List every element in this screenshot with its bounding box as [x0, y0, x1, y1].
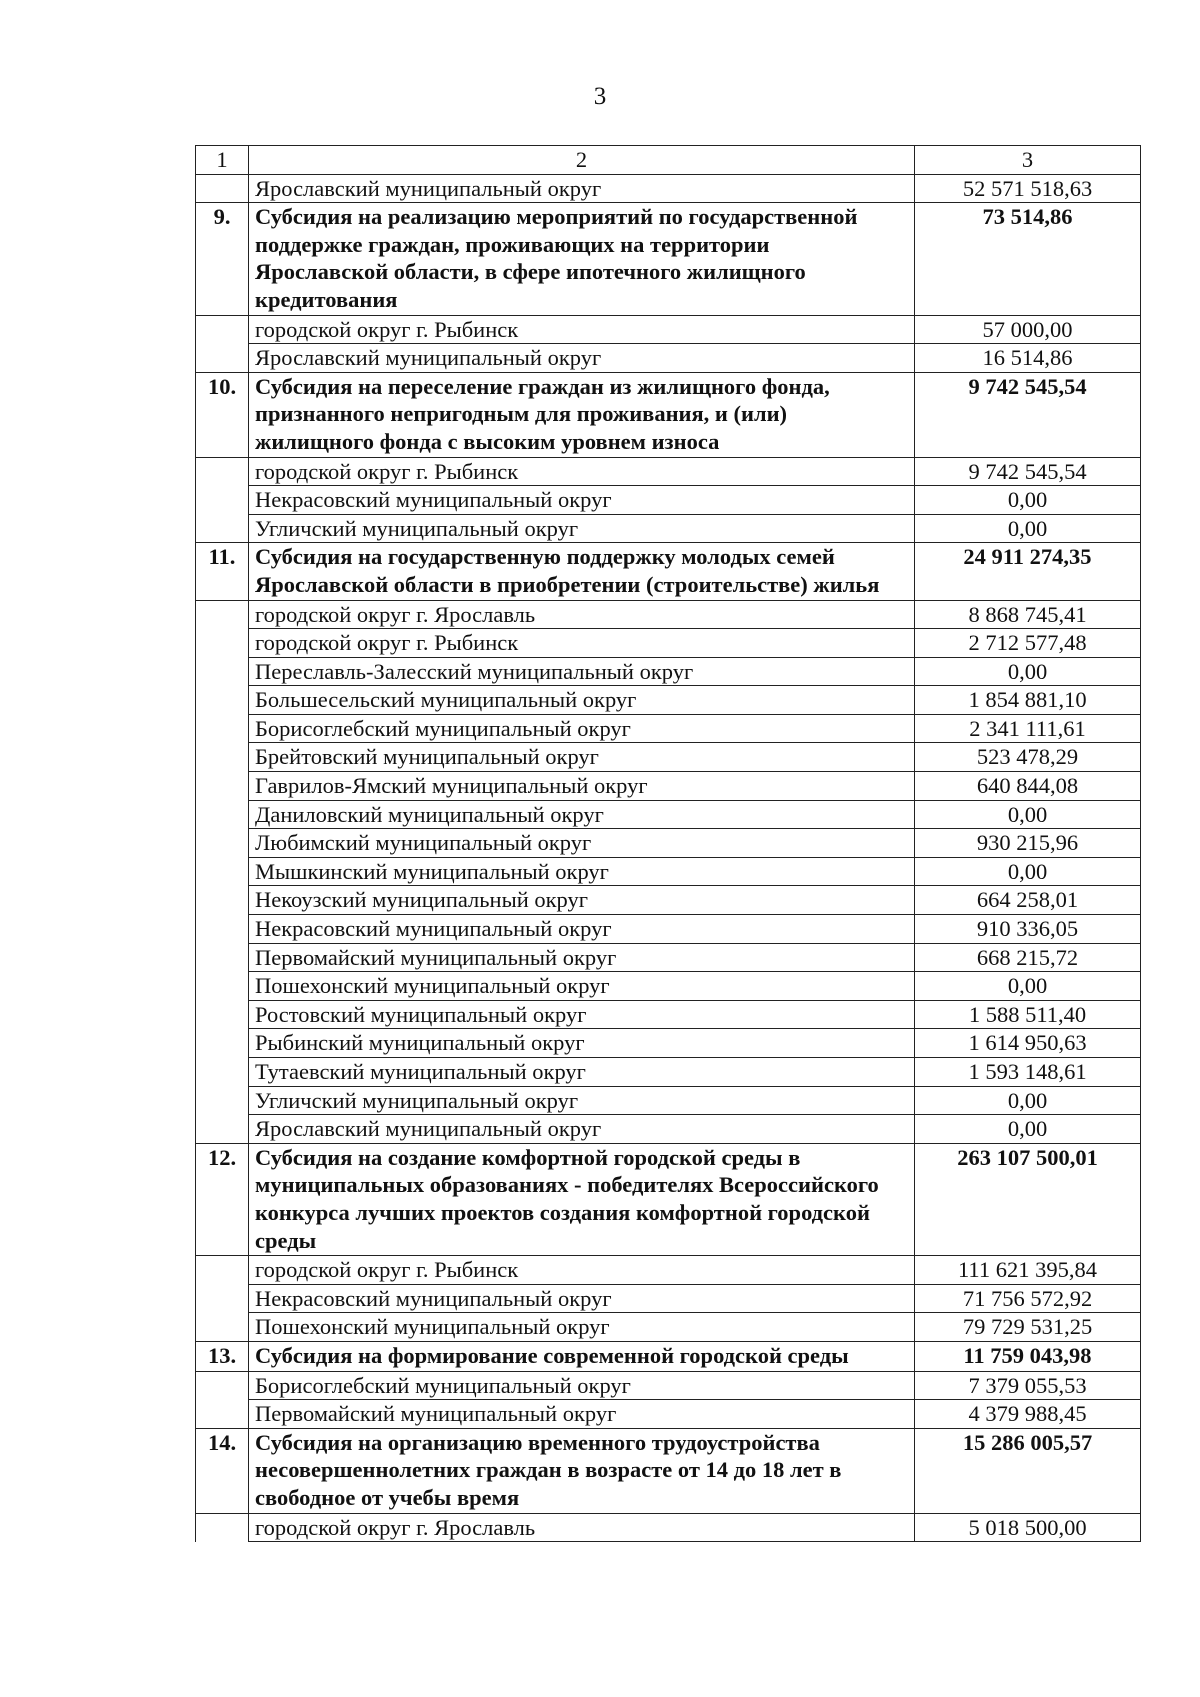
amount-value: 7 379 055,53: [915, 1371, 1141, 1400]
row-number-cell: [196, 1058, 249, 1087]
table-row: [196, 829, 1141, 858]
municipality-name: Рыбинский муниципальный округ: [249, 1029, 915, 1058]
section-row: [196, 372, 1141, 457]
section-total: 15 286 005,57: [915, 1428, 1141, 1513]
table-row: [196, 686, 1141, 715]
section-number: 11.: [196, 543, 249, 600]
section-total: 73 514,86: [915, 203, 1141, 315]
municipality-name: городской округ г. Рыбинск: [249, 1256, 915, 1285]
table-row: [196, 714, 1141, 743]
section-row: [196, 543, 1141, 600]
section-title: Субсидия на реализацию мероприятий по государственной поддержке граждан, проживающих на территории Ярославской области, в сфере ипотечного жилищного кредитования: [249, 203, 915, 315]
row-number-cell: [196, 1284, 249, 1313]
section-row: [196, 1428, 1141, 1513]
table-row: [196, 1058, 1141, 1087]
table-row: [196, 1313, 1141, 1342]
row-number-cell: [196, 629, 249, 658]
row-number-cell: [196, 657, 249, 686]
section-title: Субсидия на организацию временного трудоустройства несовершеннолетних граждан в возрасте от 14 до 18 лет в свободное от учебы время: [249, 1428, 915, 1513]
amount-value: 9 742 545,54: [915, 457, 1141, 486]
municipality-name: Ярославский муниципальный округ: [249, 174, 915, 203]
municipality-name: Ростовский муниципальный округ: [249, 1000, 915, 1029]
section-row: [196, 1143, 1141, 1255]
row-number-cell: [196, 915, 249, 944]
table-row: [196, 1115, 1141, 1144]
municipality-name: городской округ г. Ярославль: [249, 600, 915, 629]
row-number-cell: [196, 714, 249, 743]
municipality-name: Некрасовский муниципальный округ: [249, 915, 915, 944]
table-row: [196, 915, 1141, 944]
table-row: [196, 1256, 1141, 1285]
header-col-1: 1: [196, 146, 249, 175]
row-number-cell: [196, 743, 249, 772]
municipality-name: Большесельский муниципальный округ: [249, 686, 915, 715]
table-row: [196, 886, 1141, 915]
amount-value: 0,00: [915, 800, 1141, 829]
municipality-name: Некоузский муниципальный округ: [249, 886, 915, 915]
table-row: [196, 972, 1141, 1001]
municipality-name: городской округ г. Ярославль: [249, 1513, 915, 1542]
row-number-cell: [196, 514, 249, 543]
amount-value: 1 854 881,10: [915, 686, 1141, 715]
municipality-name: Тутаевский муниципальный округ: [249, 1058, 915, 1087]
table-row: [196, 800, 1141, 829]
table-row: [196, 1371, 1141, 1400]
row-number-cell: [196, 972, 249, 1001]
municipality-name: городской округ г. Рыбинск: [249, 315, 915, 344]
amount-value: 79 729 531,25: [915, 1313, 1141, 1342]
amount-value: 57 000,00: [915, 315, 1141, 344]
table-row: [196, 1086, 1141, 1115]
section-title: Субсидия на формирование современной городской среды: [249, 1341, 915, 1371]
section-number: 14.: [196, 1428, 249, 1513]
row-number-cell: [196, 1000, 249, 1029]
row-number-cell: [196, 686, 249, 715]
row-number-cell: [196, 772, 249, 801]
municipality-name: Брейтовский муниципальный округ: [249, 743, 915, 772]
table-row: [196, 315, 1141, 344]
row-number-cell: [196, 315, 249, 344]
amount-value: 16 514,86: [915, 344, 1141, 373]
page-number: 3: [593, 83, 607, 110]
amount-value: 1 588 511,40: [915, 1000, 1141, 1029]
table-row: [196, 457, 1141, 486]
amount-value: 0,00: [915, 1115, 1141, 1144]
row-number-cell: [196, 1115, 249, 1144]
municipality-name: Некрасовский муниципальный округ: [249, 486, 915, 515]
table-row: [196, 174, 1141, 203]
row-number-cell: [196, 600, 249, 629]
section-total: 9 742 545,54: [915, 372, 1141, 457]
amount-value: 0,00: [915, 514, 1141, 543]
amount-value: 111 621 395,84: [915, 1256, 1141, 1285]
row-number-cell: [196, 1400, 249, 1429]
row-number-cell: [196, 800, 249, 829]
section-total: 24 911 274,35: [915, 543, 1141, 600]
section-title: Субсидия на государственную поддержку молодых семей Ярославской области в приобретении (строительстве) жилья: [249, 543, 915, 600]
row-number-cell: [196, 1256, 249, 1285]
municipality-name: Угличский муниципальный округ: [249, 1086, 915, 1115]
section-title: Субсидия на создание комфортной городской среды в муниципальных образованиях - победителях Всероссийского конкурса лучших проектов создания комфортной городской среды: [249, 1143, 915, 1255]
amount-value: 71 756 572,92: [915, 1284, 1141, 1313]
table-row: [196, 857, 1141, 886]
row-number-cell: [196, 829, 249, 858]
row-number-cell: [196, 174, 249, 203]
row-number-cell: [196, 1086, 249, 1115]
section-row: [196, 1341, 1141, 1371]
table-row: [196, 1400, 1141, 1429]
table-row: [196, 600, 1141, 629]
amount-value: 668 215,72: [915, 943, 1141, 972]
table-row: [196, 629, 1141, 658]
table-header-row: [196, 146, 1141, 175]
section-number: 10.: [196, 372, 249, 457]
row-number-cell: [196, 943, 249, 972]
table-row: [196, 743, 1141, 772]
municipality-name: Борисоглебский муниципальный округ: [249, 1371, 915, 1400]
amount-value: 0,00: [915, 972, 1141, 1001]
municipality-name: Некрасовский муниципальный округ: [249, 1284, 915, 1313]
municipality-name: Ярославский муниципальный округ: [249, 1115, 915, 1144]
row-number-cell: [196, 1313, 249, 1342]
amount-value: 0,00: [915, 486, 1141, 515]
header-col-2: 2: [249, 146, 915, 175]
section-total: 11 759 043,98: [915, 1341, 1141, 1371]
amount-value: 1 593 148,61: [915, 1058, 1141, 1087]
table-row: [196, 1513, 1141, 1542]
municipality-name: городской округ г. Рыбинск: [249, 629, 915, 658]
table-row: [196, 1284, 1141, 1313]
amount-value: 1 614 950,63: [915, 1029, 1141, 1058]
row-number-cell: [196, 486, 249, 515]
municipality-name: Гаврилов-Ямский муниципальный округ: [249, 772, 915, 801]
row-number-cell: [196, 1513, 249, 1542]
table-row: [196, 1029, 1141, 1058]
table-row: [196, 514, 1141, 543]
table-row: [196, 772, 1141, 801]
amount-value: 0,00: [915, 1086, 1141, 1115]
section-number: 9.: [196, 203, 249, 315]
amount-value: 664 258,01: [915, 886, 1141, 915]
row-number-cell: [196, 1371, 249, 1400]
amount-value: 930 215,96: [915, 829, 1141, 858]
row-number-cell: [196, 886, 249, 915]
amount-value: 5 018 500,00: [915, 1513, 1141, 1542]
municipality-name: Пошехонский муниципальный округ: [249, 1313, 915, 1342]
municipality-name: Мышкинский муниципальный округ: [249, 857, 915, 886]
amount-value: 4 379 988,45: [915, 1400, 1141, 1429]
table-row: [196, 486, 1141, 515]
municipality-name: Первомайский муниципальный округ: [249, 943, 915, 972]
table-row: [196, 657, 1141, 686]
row-number-cell: [196, 344, 249, 373]
amount-value: 52 571 518,63: [915, 174, 1141, 203]
amount-value: 8 868 745,41: [915, 600, 1141, 629]
municipality-name: городской округ г. Рыбинск: [249, 457, 915, 486]
municipality-name: Угличский муниципальный округ: [249, 514, 915, 543]
amount-value: 2 712 577,48: [915, 629, 1141, 658]
table-row: [196, 344, 1141, 373]
row-number-cell: [196, 857, 249, 886]
section-total: 263 107 500,01: [915, 1143, 1141, 1255]
amount-value: 0,00: [915, 657, 1141, 686]
header-col-3: 3: [915, 146, 1141, 175]
municipality-name: Любимский муниципальный округ: [249, 829, 915, 858]
row-number-cell: [196, 457, 249, 486]
amount-value: 0,00: [915, 857, 1141, 886]
subsidy-table: [195, 145, 1141, 1542]
amount-value: 640 844,08: [915, 772, 1141, 801]
table-row: [196, 1000, 1141, 1029]
municipality-name: Первомайский муниципальный округ: [249, 1400, 915, 1429]
municipality-name: Даниловский муниципальный округ: [249, 800, 915, 829]
municipality-name: Пошехонский муниципальный округ: [249, 972, 915, 1001]
section-row: [196, 203, 1141, 315]
row-number-cell: [196, 1029, 249, 1058]
municipality-name: Борисоглебский муниципальный округ: [249, 714, 915, 743]
section-title: Субсидия на переселение граждан из жилищного фонда, признанного непригодным для проживания, и (или) жилищного фонда с высоким уровнем износа: [249, 372, 915, 457]
amount-value: 523 478,29: [915, 743, 1141, 772]
amount-value: 910 336,05: [915, 915, 1141, 944]
municipality-name: Переславль-Залесский муниципальный округ: [249, 657, 915, 686]
amount-value: 2 341 111,61: [915, 714, 1141, 743]
section-number: 13.: [196, 1341, 249, 1371]
table-row: [196, 943, 1141, 972]
section-number: 12.: [196, 1143, 249, 1255]
municipality-name: Ярославский муниципальный округ: [249, 344, 915, 373]
